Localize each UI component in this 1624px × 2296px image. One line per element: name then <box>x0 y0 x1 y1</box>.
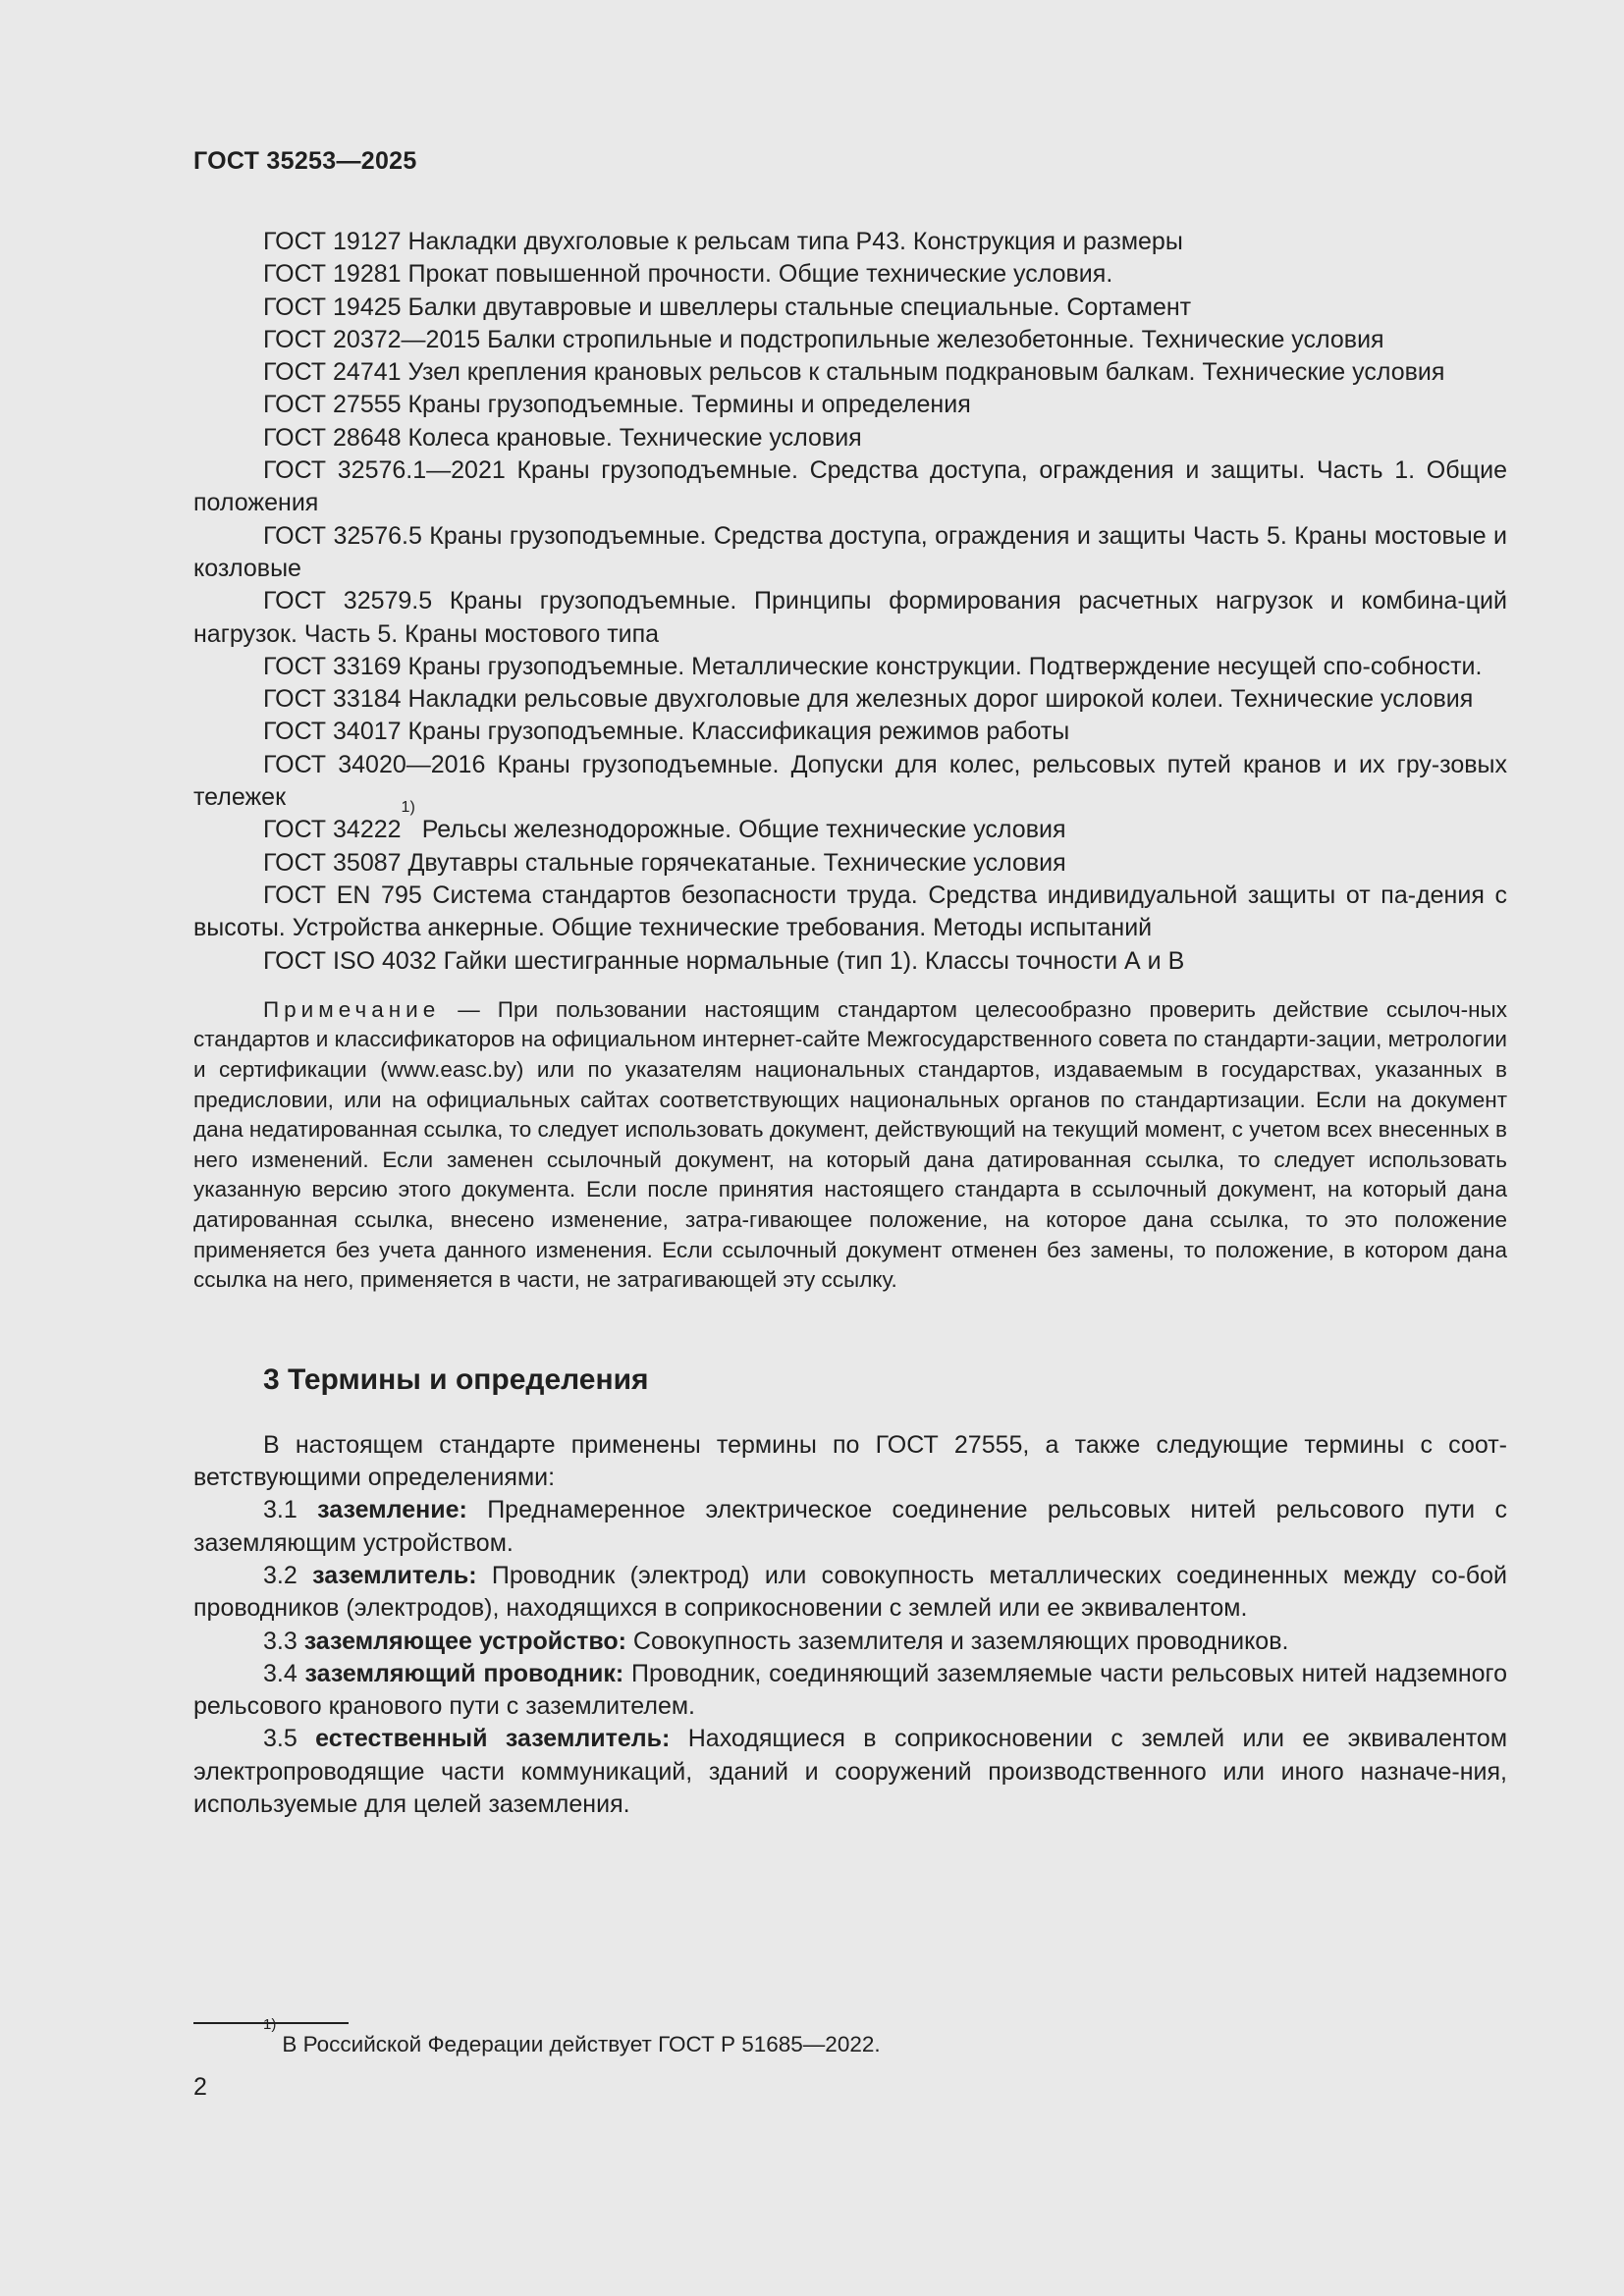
footnote-marker: 1) <box>263 2016 277 2033</box>
term-number: 3.1 <box>263 1496 318 1524</box>
section-intro: В настоящем стандарте применены термины по ГОСТ 27555, а также следующие термины с соот-ветствующими определениями: <box>193 1430 1507 1492</box>
section-heading: 3 Термины и определения <box>263 1362 649 1396</box>
document-code-header: ГОСТ 35253—2025 <box>193 147 417 175</box>
term-name: заземление: <box>317 1496 467 1524</box>
footnote-text: В Российской Федерации действует ГОСТ Р 51685—2022. <box>282 2032 881 2056</box>
reference-title: Рельсы железнодорожные. Общие технические условия <box>414 816 1066 844</box>
term-entry <box>193 1723 1507 1821</box>
footnote <box>263 2016 881 2059</box>
reference-item: ГОСТ 27555 Краны грузоподъемные. Термины и определения <box>263 391 971 419</box>
reference-item: ГОСТ ISO 4032 Гайки шестигранные нормальные (тип 1). Классы точности А и В <box>263 946 1185 975</box>
reference-item: ГОСТ 32576.1—2021 Краны грузоподъемные. Средства доступа, ограждения и защиты. Часть 1. Общие положения <box>193 456 1507 517</box>
reference-code: ГОСТ 34222 <box>263 816 402 844</box>
term-definition: Преднамеренное электрическое соединение рельсовых нитей рельсового пути с заземляющим устройством. <box>193 1496 1508 1557</box>
reference-item: ГОСТ 24741 Узел крепления крановых рельсов к стальным подкрановым балкам. Технические условия <box>263 358 1445 387</box>
page-number: 2 <box>193 2073 207 2101</box>
reference-item: ГОСТ 19127 Накладки двухголовые к рельсам типа Р43. Конструкция и размеры <box>263 228 1183 255</box>
term-entry <box>193 1494 1507 1560</box>
reference-item-with-footnote <box>193 799 1507 846</box>
term-name: заземляющее устройство: <box>303 1627 626 1655</box>
reference-item: ГОСТ 33184 Накладки рельсовые двухголовые для железных дорог широкой колеи. Технические условия <box>263 685 1474 714</box>
reference-item: ГОСТ 34020—2016 Краны грузоподъемные. Допуски для колес, рельсовых путей кранов и их гру-зовых тележек <box>193 750 1507 812</box>
term-number: 3.5 <box>263 1725 316 1753</box>
term-name: заземлитель: <box>312 1561 477 1589</box>
reference-item: ГОСТ 19425 Балки двутавровые и швеллеры стальные специальные. Сортамент <box>263 293 1192 321</box>
term-definition: Находящиеся в соприкосновении с землей или ее эквивалентом электропроводящие части коммуникаций, зданий и сооружений производственного или иного назначе-ния, используемые для целей заземления. <box>193 1725 1508 1819</box>
term-number: 3.2 <box>263 1561 313 1589</box>
term-entry <box>193 1626 1507 1658</box>
reference-item: ГОСТ EN 795 Система стандартов безопасности труда. Средства индивидуальной защиты от па-дения с высоты. Устройства анкерные. Общие технические требования. Методы испытаний <box>193 881 1507 942</box>
term-definition: Совокупность заземлителя и заземляющих проводников. <box>625 1627 1289 1655</box>
footnote-marker: 1) <box>401 799 415 817</box>
term-number: 3.3 <box>263 1627 304 1655</box>
reference-item: ГОСТ 33169 Краны грузоподъемные. Металлические конструкции. Подтверждение несущей спо-собности. <box>263 652 1483 680</box>
term-definition: Проводник (электрод) или совокупность металлических соединенных между со-бой проводников (электродов), находящихся в соприкосновении с землей или ее эквивалентом. <box>193 1561 1507 1623</box>
term-number: 3.4 <box>263 1659 305 1687</box>
term-entry <box>193 1658 1507 1724</box>
reference-item: ГОСТ 20372—2015 Балки стропильные и подстропильные железобетонные. Технические условия <box>263 325 1384 353</box>
reference-item: ГОСТ 32576.5 Краны грузоподъемные. Средства доступа, ограждения и защиты Часть 5. Краны мостовые и козловые <box>193 521 1507 582</box>
reference-item: ГОСТ 34017 Краны грузоподъемные. Классификация режимов работы <box>263 718 1070 746</box>
note-paragraph <box>193 995 1507 1296</box>
page-content <box>193 226 1507 1821</box>
term-definition: Проводник, соединяющий заземляемые части рельсовых нитей надземного рельсового кранового пути с заземлителем. <box>193 1659 1507 1721</box>
reference-item: ГОСТ 32579.5 Краны грузоподъемные. Принципы формирования расчетных нагрузок и комбина-ций нагрузок. Часть 5. Краны мостового типа <box>193 587 1507 648</box>
term-name: заземляющий проводник: <box>304 1659 624 1687</box>
note-text: При пользовании настоящим стандартом целесообразно проверить действие ссылоч-ных стандартов и классификаторов на официальном интернет-сайте Межгосударственного совета по стандарти-зации, метрологии и сертификации (www.easc.by) или по указателям национальных стандартов, издаваемым в государствах, указанных в предисловии, или на официальных сайтах соответствующих национальных органов по стандартизации. Если на документ дана недатированная ссылка, то следует использовать документ, действующий на текущий момент, с учетом всех внесенных в него изменений. Если заменен ссылочный документ, на который дана датированная ссылка, то следует использовать указанную версию этого документа. Если после принятия настоящего стандарта в ссылочный документ, на который дана датированная ссылка, внесено изменение, затра-гивающее положение, на которое дана ссылка, то это положение применяется без учета данного изменения. Если ссылочный документ отменен без замены, то положение, в котором дана ссылка на него, применяется в части, не затрагивающей эту ссылку. <box>193 996 1507 1293</box>
reference-item: ГОСТ 19281 Прокат повышенной прочности. Общие технические условия. <box>263 260 1113 289</box>
term-entry <box>193 1560 1507 1626</box>
note-label: Примечание <box>263 996 441 1022</box>
term-name: естественный заземлитель: <box>315 1725 671 1753</box>
normative-references-list <box>193 226 1507 978</box>
note-dash: — <box>440 996 498 1022</box>
reference-item: ГОСТ 35087 Двутавры стальные горячекатаные. Технические условия <box>263 848 1066 877</box>
terms-section <box>193 1429 1507 1822</box>
reference-item: ГОСТ 28648 Колеса крановые. Технические условия <box>263 423 862 452</box>
